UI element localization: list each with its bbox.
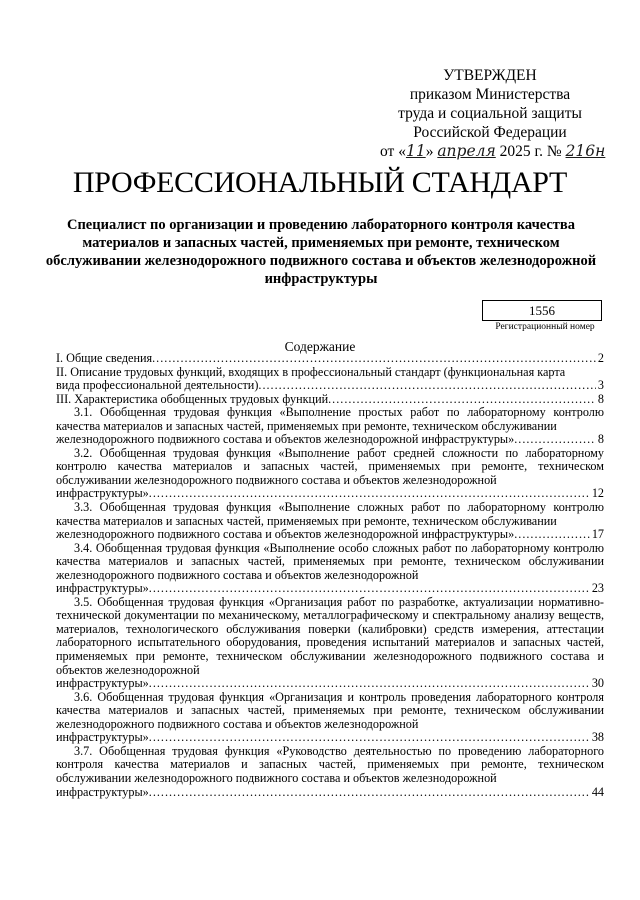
toc-entry-3-2[interactable]: 3.2. Обобщенная трудовая функция «Выполнение работ средней сложности по лабораторному контролю качества материалов и запасных частей, применяемых при ремонте, техническом обслуживании железнодорожного подвижного состава и объектов железнодорожной инфраструктуры» ..... 12 <box>56 447 604 501</box>
toc-entry-3-3[interactable]: 3.3. Обобщенная трудовая функция «Выполнение сложных работ по лабораторному контролю качества материалов и запасных частей, применяемых при ремонте, техническом обслуживании железнодорожного подвижного состава и объектов железнодорожной инфраструктуры» ..... 17 <box>56 501 604 542</box>
toc-entry-2[interactable]: II. Описание трудовых функций, входящих в профессиональный стандарт (функциональная карта вида профессиональной деятельности) ..... 3 <box>56 366 604 393</box>
toc-entry-1[interactable]: I. Общие сведения ..... 2 <box>56 352 604 366</box>
approval-country: Российской Федерации <box>413 124 567 141</box>
registration-label: Регистрационный номер <box>495 322 595 332</box>
approval-date-line <box>380 142 606 161</box>
approval-block <box>380 66 606 161</box>
approval-approved: УТВЕРЖДЕН <box>443 67 537 84</box>
toc-entry-3-7[interactable]: 3.7. Обобщенная трудовая функция «Руководство деятельностью по проведению лабораторного контроля качества материалов и запасных частей, применяемых при ремонте, техническом обслуживании железнодорожного подвижного состава и объектов железнодорожной инфраструктуры» ..... 44 <box>56 745 604 799</box>
toc-entry-3-5[interactable]: 3.5. Обобщенная трудовая функция «Организация работ по разработке, актуализации нормативно-технической документации по механическому, металлографическому и спектральному анализу веществ, материалов, технологического обслуживания поверки (калибровки) средств измерения, аттестации лабораторного испытательного оборудования, проведения испытаний материалов и запасных частей, применяемых при ремонте, техническом обслуживании железнодорожного подвижного состава и объектов железнодорожной инфраструктуры» ..... 30 <box>56 596 604 691</box>
toc-entry-3-1[interactable]: 3.1. Обобщенная трудовая функция «Выполнение простых работ по лабораторному контролю качества материалов и запасных частей, применяемых при ремонте, техническом обслуживании железнодорожного подвижного состава и объектов железнодорожной инфраструктуры» ..... 8 <box>56 406 604 447</box>
document-title: ПРОФЕССИОНАЛЬНЫЙ СТАНДАРТ <box>72 166 568 199</box>
date-day: 11 <box>405 142 426 160</box>
date-mid: » <box>425 143 434 160</box>
order-number: 216н <box>565 142 606 160</box>
standard-subtitle: Специалист по организации и проведению лабораторного контроля качества материалов и запасных частей, применяемых при ремонте, техническом обслуживании железнодорожного подвижного состава и объектов железнодорожной инфраструктуры <box>45 217 597 287</box>
table-of-contents <box>56 352 604 799</box>
toc-entry-3-6[interactable]: 3.6. Обобщенная трудовая функция «Организация и контроль проведения лабораторного контроля качества материалов и запасных частей, применяемых при ремонте, техническом обслуживании железнодорожного подвижного состава и объектов железнодорожной инфраструктуры» ..... 38 <box>56 691 604 745</box>
toc-entry-3[interactable]: III. Характеристика обобщенных трудовых функций ..... 8 <box>56 393 604 407</box>
registration-number: 1556 <box>482 300 602 321</box>
date-year: 2025 г. № <box>499 143 562 160</box>
date-prefix: от « <box>380 143 406 160</box>
toc-entry-3-4[interactable]: 3.4. Обобщенная трудовая функция «Выполнение особо сложных работ по лабораторному контролю качества материалов и запасных частей, применяемых при ремонте, техническом обслуживании железнодорожного подвижного состава и объектов железнодорожной инфраструктуры» ..... 23 <box>56 542 604 596</box>
approval-ministry: труда и социальной защиты <box>398 105 582 122</box>
approval-order: приказом Министерства <box>409 86 571 103</box>
toc-heading: Содержание <box>284 339 356 354</box>
date-month: апреля <box>437 142 496 160</box>
